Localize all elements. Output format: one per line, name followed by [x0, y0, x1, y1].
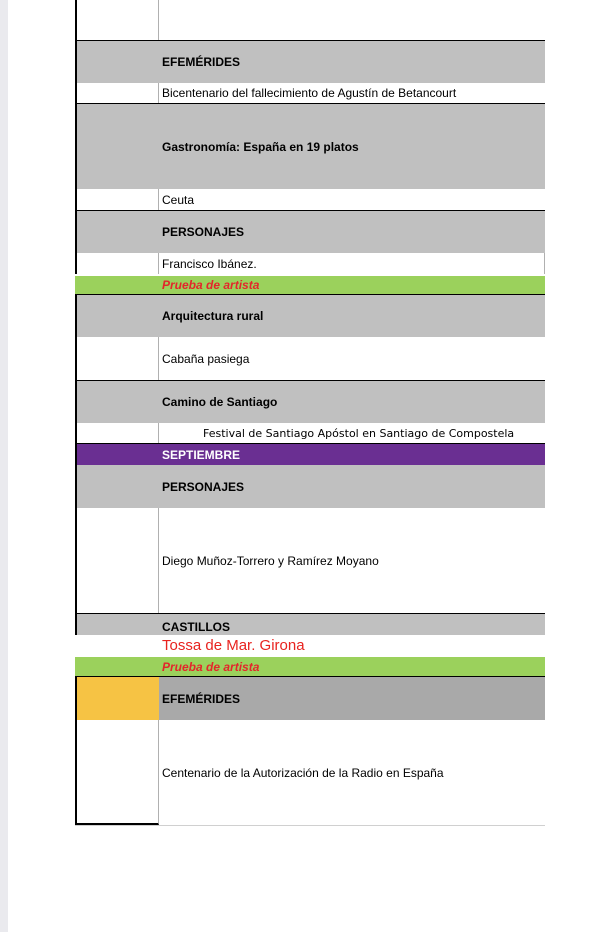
section-header-efemerides[interactable]: EFEMÉRIDES: [162, 55, 241, 69]
cell-francisco[interactable]: Francisco Ibánez.: [159, 253, 545, 274]
section-header-personajes[interactable]: PERSONAJES: [162, 225, 245, 239]
cell-a[interactable]: [75, 508, 159, 613]
table-row: [75, 380, 545, 423]
table-row: [75, 676, 545, 720]
cell-a[interactable]: [75, 295, 159, 337]
cell-a[interactable]: [75, 423, 159, 443]
table-row: [75, 189, 545, 210]
cell-festival[interactable]: Festival de Santiago Apóstol en Santiago de Compostela: [203, 426, 515, 440]
cell-a[interactable]: [75, 657, 159, 676]
table-row: [75, 40, 545, 83]
table-row: [75, 423, 545, 444]
cell-ceuta[interactable]: Ceuta: [162, 192, 195, 207]
cell-prueba-de-artista[interactable]: Prueba de artista: [162, 278, 260, 292]
table-row: [75, 635, 545, 655]
cell-a[interactable]: [75, 83, 159, 103]
cell-a[interactable]: [75, 381, 159, 423]
table-row: [75, 210, 545, 253]
cell-prueba-de-artista[interactable]: Prueba de artista: [162, 659, 260, 674]
cell-a[interactable]: [75, 635, 159, 655]
cell-a[interactable]: [75, 253, 159, 274]
cell-b[interactable]: [159, 0, 545, 40]
cell-a[interactable]: [75, 104, 159, 189]
table-row: [75, 253, 545, 274]
table-row: [75, 465, 545, 508]
window-left-edge: [0, 0, 8, 932]
table-row: [75, 0, 545, 40]
cell-a[interactable]: [75, 41, 159, 83]
cell-a[interactable]: [75, 614, 159, 635]
table-row: [75, 657, 545, 676]
month-header-septiembre[interactable]: SEPTIEMBRE: [162, 447, 241, 462]
cell-centenario[interactable]: Centenario de la Autorización de la Radio en España: [162, 765, 444, 780]
table-row: [75, 508, 545, 613]
section-header-castillos[interactable]: CASTILLOS: [162, 620, 230, 634]
table-row: [75, 613, 545, 635]
cell-a[interactable]: [75, 276, 159, 294]
table-row: [75, 83, 545, 103]
cell-bicentenario[interactable]: Bicentenario del fallecimiento de Agustín de Betancourt: [162, 86, 457, 100]
table-row: [75, 337, 545, 380]
cell-a[interactable]: [75, 337, 159, 380]
cell-tossa[interactable]: Tossa de Mar. Girona: [162, 636, 305, 654]
section-header-personajes[interactable]: PERSONAJES: [162, 479, 245, 494]
table-row: [75, 103, 545, 189]
spreadsheet: [75, 0, 545, 932]
cell-a-highlighted[interactable]: [75, 677, 159, 720]
cell-a[interactable]: [75, 189, 159, 210]
section-header-gastronomia[interactable]: Gastronomía: España en 19 platos: [162, 139, 359, 154]
cell-a[interactable]: [75, 465, 159, 508]
table-row: [75, 294, 545, 337]
cell-a[interactable]: [75, 720, 159, 825]
cell-diego[interactable]: Diego Muñoz-Torrero y Ramírez Moyano: [162, 553, 379, 568]
cell-cabana[interactable]: Cabaña pasiega: [162, 351, 250, 366]
table-row: [75, 276, 545, 294]
section-header-camino[interactable]: Camino de Santiago: [162, 395, 278, 409]
table-row: [75, 444, 545, 465]
table-row: [75, 720, 545, 826]
section-header-efemerides[interactable]: EFEMÉRIDES: [162, 691, 241, 706]
cell-a[interactable]: [75, 0, 159, 40]
cell-a[interactable]: [75, 444, 159, 465]
cell-a[interactable]: [75, 211, 159, 253]
section-header-arquitectura[interactable]: Arquitectura rural: [162, 309, 264, 323]
